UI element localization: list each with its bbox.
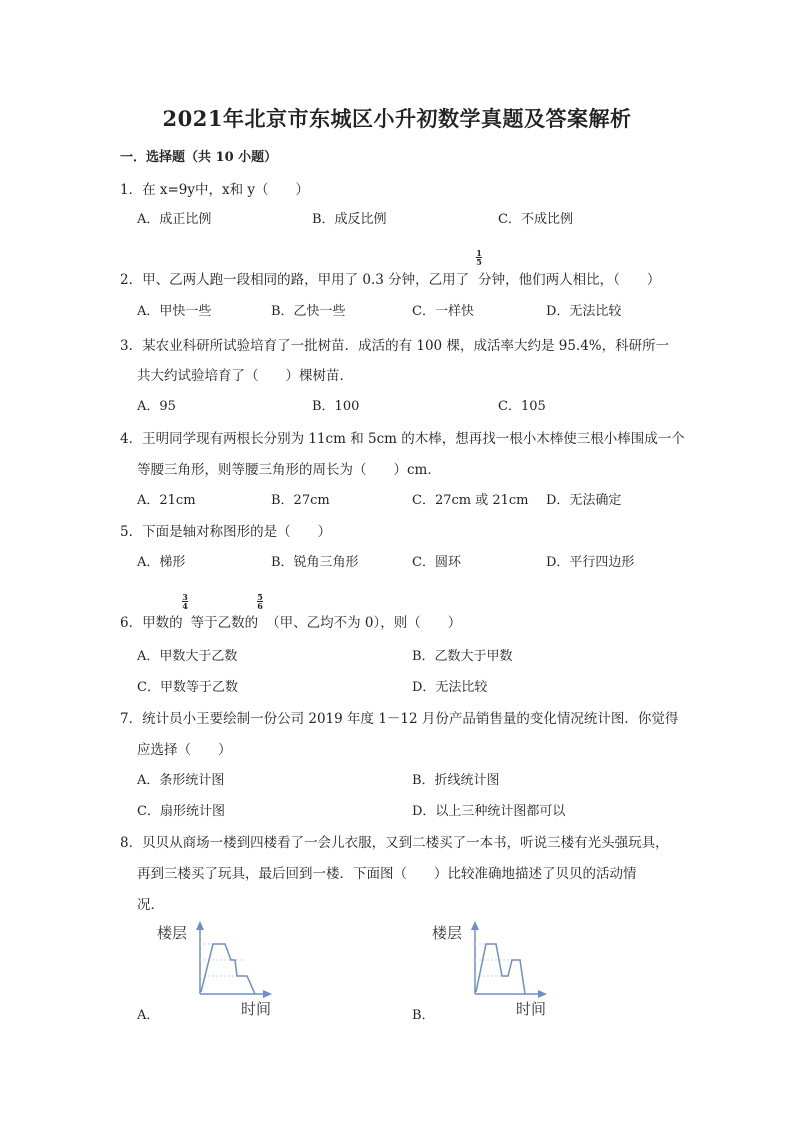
q6-text-a: 6．甲数的 (120, 615, 183, 631)
q7-option-c: C．扇形统计图 (137, 804, 225, 819)
q7-option-b: B．折线统计图 (412, 773, 500, 788)
question-8-cont-2: 况． (137, 897, 164, 913)
q6-fraction-2 (256, 593, 264, 610)
question-7-cont: 应选择（ ） (137, 742, 232, 758)
question-8: 8．贝贝从商场一楼到四楼看了一会儿衣服，又到二楼买了一本书，听说三楼有光头强玩具， (120, 835, 669, 851)
q2-option-c: C．一样快 (412, 304, 474, 319)
q2-fraction (475, 249, 483, 266)
q4-option-d: D．无法确定 (546, 493, 622, 508)
q5-option-a: A．梯形 (137, 555, 186, 570)
q3-option-c: C．105 (498, 399, 546, 414)
q6-text-b: 等于乙数的 (190, 615, 259, 631)
q6-fraction-1 (181, 593, 189, 610)
question-3: 3．某农业科研所试验培育了一批树苗．成活的有 100 棵，成活率大约是 95.4%，科研所一 (120, 338, 670, 354)
q2-option-b: B．乙快一些 (271, 304, 346, 319)
figure-b-y-arrow (471, 921, 479, 930)
q5-option-d: D．平行四边形 (546, 555, 635, 570)
question-5: 5．下面是轴对称图形的是（ ） (120, 524, 332, 540)
figure-a-ylabel: 楼层 (157, 924, 188, 942)
q6-option-d: D．无法比较 (412, 680, 488, 695)
figure-a-y-arrow (196, 921, 204, 930)
q4-option-c: C．27cm 或 21cm (412, 493, 529, 508)
q2-option-d: D．无法比较 (546, 304, 622, 319)
q4-option-a: A．21cm (137, 493, 196, 508)
figure-a-line (201, 944, 255, 994)
q6-text-c: （甲、乙均不为 0），则（ ） (266, 615, 462, 631)
q2-text-b: 分钟，他们两人相比，（ ） (478, 272, 661, 288)
page-title: 2021年北京市东城区小升初数学真题及答案解析 (162, 106, 632, 131)
figure-b-line (476, 944, 525, 994)
q1-option-a: A．成正比例 (137, 212, 212, 227)
question-6 (120, 611, 461, 631)
q2-text-a: 2．甲、乙两人跑一段相同的路，甲用了 0.3 分钟，乙用了 (120, 272, 470, 288)
q7-option-d: D．以上三种统计图都可以 (412, 804, 566, 819)
figure-a-label: A． (137, 1008, 160, 1023)
question-7: 7．统计员小王要绘制一份公司 2019 年度 1－12 月份产品销售量的变化情况统计图．你觉得 (120, 711, 679, 727)
q6-option-a: A．甲数大于乙数 (137, 649, 238, 664)
section-heading: 一．选择题（共 10 小题） (120, 150, 278, 165)
q6-option-b: B．乙数大于甲数 (412, 649, 513, 664)
figure-b-xlabel: 时间 (516, 1000, 547, 1018)
figure-b-ylabel: 楼层 (432, 924, 463, 942)
q6-frac2-num: 5 (257, 592, 263, 602)
q2-option-a: A．甲快一些 (137, 304, 212, 319)
q6-option-c: C．甲数等于乙数 (137, 680, 238, 695)
q1-option-b: B．成反比例 (312, 212, 387, 227)
figure-b-label: B． (412, 1008, 435, 1023)
question-3-cont: 共大约试验培育了（ ）棵树苗． (137, 368, 353, 384)
q5-option-b: B．锐角三角形 (271, 555, 359, 570)
q2-frac-num: 1 (476, 248, 482, 258)
q7-option-a: A．条形统计图 (137, 773, 225, 788)
q3-option-b: B．100 (312, 399, 360, 414)
q1-option-c: C．不成比例 (498, 212, 573, 227)
figure-b-x-arrow (538, 990, 547, 998)
question-8-cont: 再到三楼买了玩具，最后回到一楼．下面图（ ）比较准确地描述了贝贝的活动情 (137, 866, 637, 882)
figure-b-floor-time-graph (430, 918, 560, 1018)
q6-frac2-den: 6 (257, 601, 263, 611)
figure-a-xlabel: 时间 (241, 1000, 272, 1018)
figure-a-x-arrow (263, 990, 272, 998)
question-1: 1．在 x=9y中，x和 y（ ） (120, 182, 310, 198)
question-4-cont: 等腰三角形，则等腰三角形的周长为（ ）cm． (137, 462, 441, 478)
question-2 (120, 268, 660, 288)
question-4: 4．王明同学现有两根长分别为 11cm 和 5cm 的木棒，想再找一根小木棒使三根小棒围成一个 (120, 431, 685, 447)
figure-a-floor-time-graph (155, 918, 285, 1018)
q5-option-c: C．圆环 (412, 555, 461, 570)
q3-option-a: A．95 (137, 399, 176, 414)
q4-option-b: B．27cm (271, 493, 330, 508)
q6-frac1-den: 4 (182, 601, 188, 611)
q2-frac-den: 5 (476, 257, 482, 267)
q6-frac1-num: 3 (182, 592, 188, 602)
